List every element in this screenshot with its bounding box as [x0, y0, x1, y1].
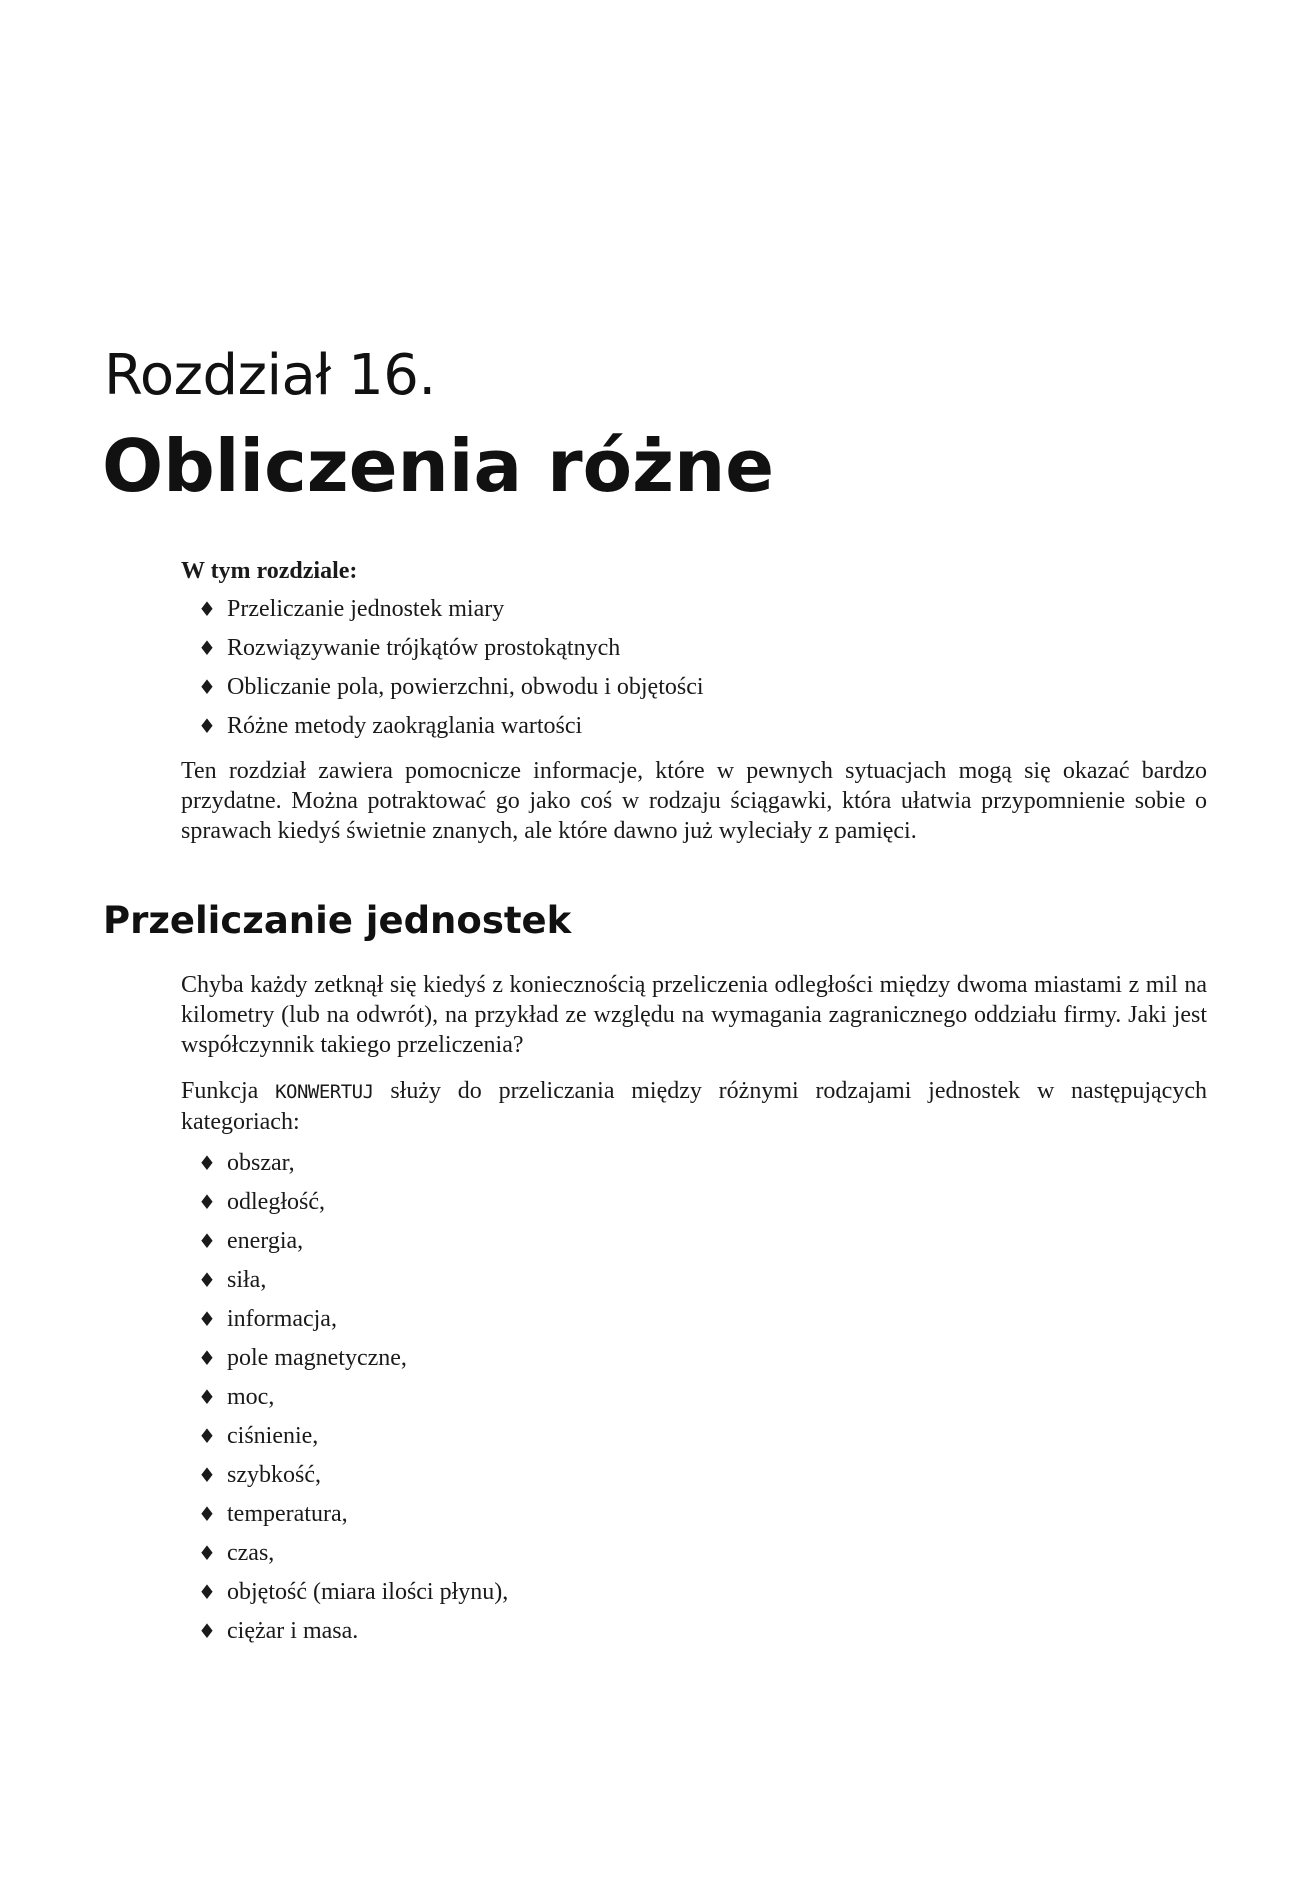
- paragraph-text: służy do przeliczania między różnymi rodzajami jednostek w następujących kategoriach:: [181, 1078, 1207, 1135]
- list-item-text: Przeliczanie jednostek miary: [227, 596, 505, 622]
- list-item: [181, 1144, 1207, 1183]
- diamond-bullet-icon: ♦: [198, 675, 216, 699]
- diamond-bullet-icon: ♦: [198, 636, 216, 660]
- list-item: [181, 1183, 1207, 1222]
- chapter-number: Rozdział 16.: [104, 343, 436, 408]
- diamond-bullet-icon: ♦: [198, 1307, 216, 1331]
- diamond-bullet-icon: ♦: [198, 1619, 216, 1643]
- paragraph-text: Funkcja: [181, 1078, 276, 1104]
- diamond-bullet-icon: ♦: [198, 1463, 216, 1487]
- list-item-text: moc,: [227, 1384, 275, 1410]
- list-item: [181, 707, 1207, 746]
- section-paragraph-1: Chyba każdy zetknął się kiedyś z koniecznością przeliczenia odległości między dwoma miastami z mil na kilometry (lub na odwrót), na przykład ze względu na wymagania zagranicznego oddziału firmy. Jaki jest współczynnik takiego przeliczenia?: [181, 972, 1207, 1058]
- list-item: [181, 1456, 1207, 1495]
- diamond-bullet-icon: ♦: [198, 1229, 216, 1253]
- diamond-bullet-icon: ♦: [198, 1268, 216, 1292]
- list-item-text: pole magnetyczne,: [227, 1345, 407, 1371]
- list-item-text: Rozwiązywanie trójkątów prostokątnych: [227, 635, 621, 661]
- chapter-title: Obliczenia różne: [102, 424, 775, 508]
- list-item: [181, 1261, 1207, 1300]
- list-item: [181, 590, 1207, 629]
- diamond-bullet-icon: ♦: [198, 714, 216, 738]
- function-name-code: KONWERTUJ: [275, 1081, 374, 1103]
- list-item: [181, 1495, 1207, 1534]
- diamond-bullet-icon: ♦: [198, 1190, 216, 1214]
- list-item-text: informacja,: [227, 1306, 337, 1332]
- diamond-bullet-icon: ♦: [198, 597, 216, 621]
- list-item-text: objętość (miara ilości płynu),: [227, 1579, 509, 1605]
- list-item: [181, 1612, 1207, 1651]
- diamond-bullet-icon: ♦: [198, 1385, 216, 1409]
- diamond-bullet-icon: ♦: [198, 1502, 216, 1526]
- list-item: [181, 1573, 1207, 1612]
- list-item: [181, 1300, 1207, 1339]
- diamond-bullet-icon: ♦: [198, 1580, 216, 1604]
- list-item-text: odległość,: [227, 1189, 325, 1215]
- intro-heading: W tym rozdziale:: [181, 558, 358, 584]
- list-item-text: ciśnienie,: [227, 1423, 319, 1449]
- list-item-text: Różne metody zaokrąglania wartości: [227, 713, 583, 739]
- intro-paragraph: Ten rozdział zawiera pomocnicze informacje, które w pewnych sytuacjach mogą się okazać bardzo przydatne. Można potraktować go jako coś w rodzaju ściągawki, która ułatwia przypomnienie sobie o sprawach kiedyś świetnie znanych, ale które dawno już wyleciały z pamięci.: [181, 758, 1207, 844]
- diamond-bullet-icon: ♦: [198, 1424, 216, 1448]
- list-item-text: ciężar i masa.: [227, 1618, 359, 1644]
- list-item: [181, 1534, 1207, 1573]
- list-item: [181, 1417, 1207, 1456]
- section-paragraph-2: [181, 1076, 1207, 1137]
- section-heading: Przeliczanie jednostek: [103, 899, 572, 942]
- diamond-bullet-icon: ♦: [198, 1346, 216, 1370]
- list-item: [181, 1222, 1207, 1261]
- diamond-bullet-icon: ♦: [198, 1541, 216, 1565]
- diamond-bullet-icon: ♦: [198, 1151, 216, 1175]
- list-item: [181, 1378, 1207, 1417]
- intro-list: [181, 590, 1207, 746]
- list-item-text: czas,: [227, 1540, 275, 1566]
- list-item: [181, 629, 1207, 668]
- list-item: [181, 668, 1207, 707]
- list-item-text: energia,: [227, 1228, 304, 1254]
- category-list: [181, 1144, 1207, 1651]
- list-item-text: temperatura,: [227, 1501, 348, 1527]
- list-item-text: siła,: [227, 1267, 267, 1293]
- list-item-text: obszar,: [227, 1150, 295, 1176]
- list-item-text: Obliczanie pola, powierzchni, obwodu i objętości: [227, 674, 704, 700]
- list-item-text: szybkość,: [227, 1462, 321, 1488]
- list-item: [181, 1339, 1207, 1378]
